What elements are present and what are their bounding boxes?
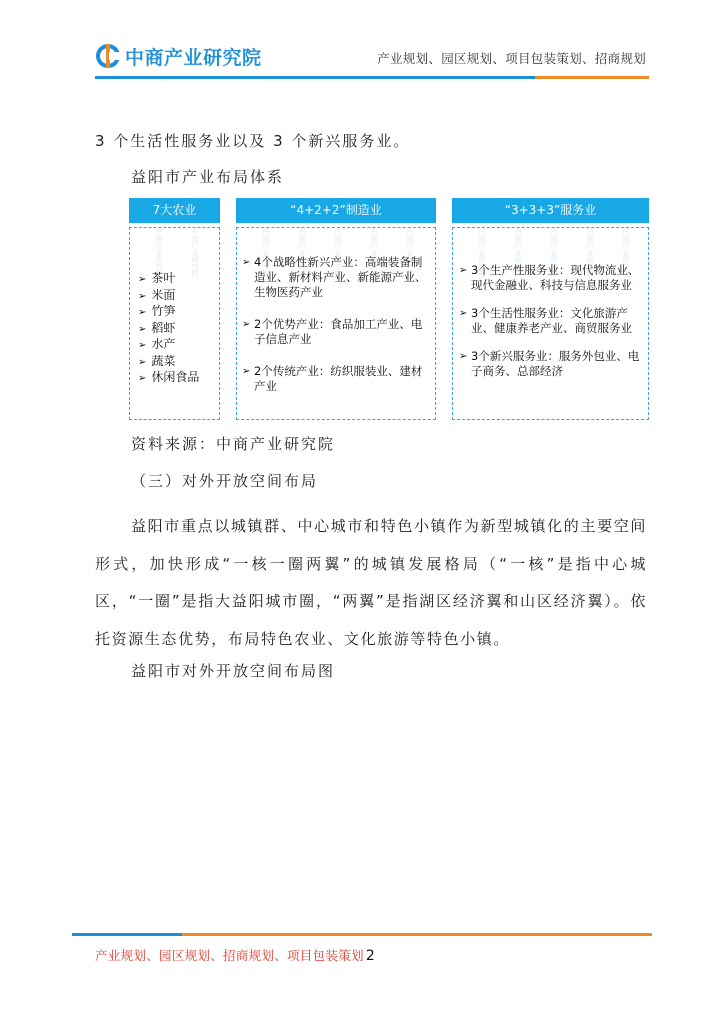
diagram-column-manufacturing xyxy=(236,198,436,420)
figure-caption-spatial: 益阳市对外开放空间布局图 xyxy=(131,662,336,680)
agriculture-list xyxy=(138,271,199,387)
list-item: ➢ 3个新兴服务业：服务外包业、电子商务、总部经济 xyxy=(459,349,640,378)
footer-divider-orange xyxy=(182,933,652,936)
watermark-text: 中商产业研究院 xyxy=(550,228,558,277)
arrow-bullet-icon: ➢ xyxy=(242,257,251,268)
list-item: ➢ 茶叶 xyxy=(138,271,199,288)
watermark-text: 中商产业研究院 xyxy=(191,228,199,277)
page-footer xyxy=(95,946,375,964)
list-item: ➢ 竹笋 xyxy=(138,304,199,321)
column-body xyxy=(129,227,220,420)
arrow-bullet-icon: ➢ xyxy=(138,290,147,302)
list-item: ➢ 稻虾 xyxy=(138,321,199,338)
arrow-bullet-icon: ➢ xyxy=(138,340,147,351)
watermark-text: 中商产业研究院 xyxy=(406,228,414,277)
footer-divider-blue xyxy=(72,933,182,936)
list-item: ➢ 4个战略性新兴产业：高端装备制造业、新材料产业、新能源产业、生物医药产业 xyxy=(242,255,427,299)
source-note: 资料来源：中商产业研究院 xyxy=(131,435,336,453)
watermark-text: 中商产业研究院 xyxy=(478,228,486,277)
watermark-text: 中商产业研究院 xyxy=(622,228,630,277)
column-header: “3+3+3”服务业 xyxy=(452,198,649,223)
header-slogan: 产业规划、园区规划、项目包装策划、招商规划 xyxy=(377,51,646,66)
watermark-text: 中商产业研究院 xyxy=(370,228,378,277)
arrow-bullet-icon: ➢ xyxy=(242,319,251,330)
arrow-bullet-icon: ➢ xyxy=(138,274,147,285)
arrow-bullet-icon: ➢ xyxy=(459,308,468,319)
header-divider-blue xyxy=(95,76,535,79)
column-body xyxy=(236,227,436,420)
arrow-bullet-icon: ➢ xyxy=(138,356,147,368)
company-logo xyxy=(95,41,262,71)
arrow-bullet-icon: ➢ xyxy=(459,351,468,362)
header-divider-orange xyxy=(535,76,649,79)
figure-caption-layout: 益阳市产业布局体系 xyxy=(131,168,285,186)
watermark-text: 中商产业研究院 xyxy=(514,228,522,277)
services-list xyxy=(459,263,647,392)
diagram-column-agriculture xyxy=(129,198,220,420)
footer-slogan: 产业规划、园区规划、招商规划、项目包装策划 xyxy=(95,948,364,963)
page-header xyxy=(0,0,724,90)
watermark-text: 中商产业研究院 xyxy=(262,228,270,277)
watermark-text: 中商产业研究院 xyxy=(586,228,594,277)
list-item: ➢ 2个传统产业：纺织服装业、建材产业 xyxy=(242,364,423,393)
arrow-bullet-icon: ➢ xyxy=(459,265,468,276)
column-header: “4+2+2”制造业 xyxy=(236,198,436,223)
logo-text: 中商产业研究院 xyxy=(125,46,262,69)
list-item: ➢ 水产 xyxy=(138,337,199,354)
list-item: ➢ 2个优势产业：食品加工产业、电子信息产业 xyxy=(242,317,423,346)
arrow-bullet-icon: ➢ xyxy=(242,366,251,377)
logo-icon xyxy=(95,43,121,69)
arrow-bullet-icon: ➢ xyxy=(138,323,147,335)
list-item: ➢ 3个生产性服务业：现代物流业、现代金融业、科技与信息服务业 xyxy=(459,263,640,292)
section-heading: （三）对外开放空间布局 xyxy=(131,472,319,490)
body-paragraph: 益阳市重点以城镇群、中心城市和特色小镇作为新型城镇化的主要空间形式，加快形成“一核一圈两翼”的城镇发展格局（“一核”是指中心城区，“一圈”是指大益阳城市圈，“两翼”是指湖区经济翼和山区经济翼）。依托资源生态优势，布局特色农业、文化旅游等特色小镇。 xyxy=(95,517,647,648)
arrow-bullet-icon: ➢ xyxy=(138,373,147,384)
manufacturing-list xyxy=(242,255,430,411)
watermark-text: 中商产业研究院 xyxy=(155,228,163,277)
list-item: ➢ 休闲食品 xyxy=(138,370,199,387)
column-header: 7大农业 xyxy=(129,198,220,223)
diagram-column-services xyxy=(452,198,649,420)
list-item: ➢ 米面 xyxy=(138,288,199,305)
arrow-bullet-icon: ➢ xyxy=(138,307,147,318)
watermark-text: 中商产业研究院 xyxy=(334,228,342,277)
intro-line: 3 个生活性服务业以及 3 个新兴服务业。 xyxy=(95,132,411,150)
industry-layout-diagram xyxy=(129,198,649,420)
list-item: ➢ 3个生活性服务业：文化旅游产业、健康养老产业、商贸服务业 xyxy=(459,306,632,335)
page-number: 2 xyxy=(365,948,376,964)
column-body xyxy=(452,227,649,420)
watermark-text: 中商产业研究院 xyxy=(298,228,306,277)
list-item: ➢ 蔬菜 xyxy=(138,354,199,371)
